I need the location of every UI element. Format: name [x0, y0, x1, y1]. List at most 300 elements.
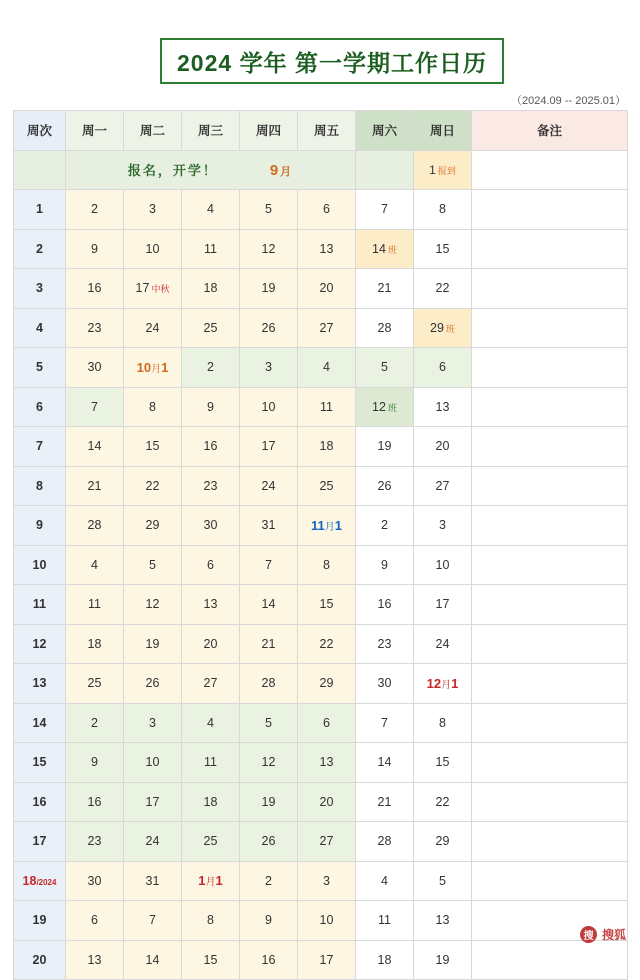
day-cell[interactable] [240, 624, 298, 664]
day-cell[interactable] [414, 308, 472, 348]
table-row [14, 190, 628, 230]
day-mark: 报到 [437, 165, 456, 176]
day-cell[interactable] [240, 901, 298, 941]
day-number: 11 [378, 913, 391, 928]
day-cell[interactable] [356, 624, 414, 664]
day-number: 15 [435, 241, 450, 256]
day-number: 2 [381, 518, 388, 533]
day-number: 29 [319, 676, 334, 691]
day-number: 22 [319, 636, 334, 651]
week-number-cell: 2 [14, 229, 66, 269]
day-cell[interactable] [182, 624, 240, 664]
day-number: 12 [145, 597, 160, 612]
table-row [14, 466, 628, 506]
day-number: 17 [261, 439, 276, 454]
day-cell[interactable] [414, 822, 472, 862]
table-row [14, 664, 628, 704]
table-row [14, 269, 628, 309]
week-number-cell: 7 [14, 427, 66, 467]
day-number: 29 [145, 518, 160, 533]
day-number: 5 [149, 557, 156, 572]
week-number-cell: 9 [14, 506, 66, 546]
day-mark: 中秋 [151, 284, 170, 295]
day-number: 29 [435, 834, 450, 849]
day-cell[interactable] [298, 348, 356, 388]
day-number: 11 [320, 399, 333, 414]
header-friday: 周五 [298, 111, 356, 151]
day-number: 2 [91, 715, 98, 730]
day-number: 28 [87, 518, 102, 533]
day-cell[interactable] [182, 782, 240, 822]
day-cell[interactable] [66, 506, 124, 546]
watermark [580, 926, 626, 943]
day-cell[interactable] [182, 348, 240, 388]
day-cell[interactable] [414, 861, 472, 901]
day-number: 10 [145, 241, 160, 256]
day-cell[interactable] [414, 387, 472, 427]
header-saturday: 周六 [356, 111, 414, 151]
day-cell[interactable] [298, 506, 356, 546]
day-cell[interactable] [66, 190, 124, 230]
day-cell[interactable] [124, 545, 182, 585]
day-number: 6 [207, 557, 214, 572]
banner-row [14, 150, 628, 190]
day-number: 26 [377, 478, 392, 493]
day-cell[interactable] [414, 664, 472, 704]
banner-week-cell [14, 150, 66, 190]
day-cell[interactable] [182, 229, 240, 269]
day-number: 18 [377, 952, 392, 967]
day-cell[interactable] [240, 703, 298, 743]
day-cell[interactable] [66, 387, 124, 427]
day-cell[interactable] [298, 585, 356, 625]
day-cell[interactable] [356, 387, 414, 427]
day-cell[interactable] [240, 545, 298, 585]
day-number: 31 [145, 873, 160, 888]
day-number: 2 [207, 360, 214, 375]
day-number: 20 [319, 281, 334, 296]
day-cell[interactable] [124, 861, 182, 901]
day-number: 29 [430, 320, 444, 335]
day-number: 27 [319, 320, 334, 335]
remarks-cell[interactable] [472, 269, 628, 309]
day-number: 8 [323, 557, 330, 572]
remarks-cell[interactable] [472, 743, 628, 783]
day-cell[interactable] [182, 901, 240, 941]
remarks-cell[interactable] [472, 861, 628, 901]
day-number: 19 [145, 636, 160, 651]
banner-saturday-cell [356, 150, 414, 190]
week-number-cell: 10 [14, 545, 66, 585]
day-cell[interactable] [124, 822, 182, 862]
day-number: 10 [145, 755, 160, 770]
remarks-cell[interactable] [472, 150, 628, 190]
day-number: 27 [203, 676, 218, 691]
day-cell[interactable] [66, 624, 124, 664]
day-number: 25 [87, 676, 102, 691]
day-cell[interactable] [356, 545, 414, 585]
day-number: 25 [203, 834, 218, 849]
day-cell[interactable] [124, 348, 182, 388]
day-number: 23 [377, 636, 392, 651]
day-cell[interactable] [240, 743, 298, 783]
week-number-cell: 16 [14, 782, 66, 822]
day-cell[interactable] [298, 822, 356, 862]
day-number: 9 [381, 557, 388, 572]
day-cell[interactable] [124, 664, 182, 704]
day-cell[interactable] [240, 782, 298, 822]
day-cell[interactable] [124, 229, 182, 269]
day-number: 12 [261, 241, 276, 256]
day-cell[interactable] [414, 703, 472, 743]
day-cell[interactable] [182, 743, 240, 783]
table-row [14, 308, 628, 348]
table-row [14, 940, 628, 980]
day-cell[interactable] [298, 190, 356, 230]
day-cell[interactable] [414, 940, 472, 980]
day-cell[interactable] [414, 348, 472, 388]
day-cell[interactable] [182, 545, 240, 585]
day-cell[interactable] [240, 940, 298, 980]
day-cell[interactable] [298, 545, 356, 585]
day-cell[interactable] [240, 466, 298, 506]
day-number: 2 [265, 873, 272, 888]
day-cell[interactable] [356, 782, 414, 822]
day-cell[interactable] [66, 585, 124, 625]
day-number: 5 [439, 873, 446, 888]
day-cell[interactable] [182, 940, 240, 980]
day-number: 2 [91, 202, 98, 217]
day-number: 4 [207, 202, 214, 217]
day-cell[interactable] [66, 782, 124, 822]
day-cell[interactable] [66, 229, 124, 269]
day-cell[interactable] [414, 269, 472, 309]
day-number: 20 [203, 636, 218, 651]
day-cell[interactable] [356, 506, 414, 546]
day-cell[interactable] [356, 348, 414, 388]
day-cell[interactable] [414, 427, 472, 467]
day-number: 14 [87, 439, 102, 454]
day-number: 13 [435, 913, 450, 928]
day-cell[interactable] [298, 427, 356, 467]
day-number: 30 [203, 518, 218, 533]
day-number: 8 [439, 715, 446, 730]
page-title-box [160, 38, 504, 84]
day-number: 30 [87, 360, 102, 375]
day-cell[interactable] [182, 861, 240, 901]
day-cell[interactable] [240, 348, 298, 388]
day-cell[interactable] [66, 703, 124, 743]
day-number: 7 [381, 202, 388, 217]
day-cell[interactable] [124, 782, 182, 822]
week-number-cell: 5 [14, 348, 66, 388]
day-cell[interactable] [66, 545, 124, 585]
day-cell[interactable] [240, 190, 298, 230]
day-cell[interactable] [240, 427, 298, 467]
day-number: 11 [204, 241, 217, 256]
table-row [14, 624, 628, 664]
header-tuesday: 周二 [124, 111, 182, 151]
day-cell[interactable] [298, 387, 356, 427]
month-marker: 1月1 [198, 873, 223, 889]
remarks-cell[interactable] [472, 190, 628, 230]
day-cell[interactable] [414, 190, 472, 230]
day-number: 15 [435, 755, 450, 770]
day-number: 20 [319, 794, 334, 809]
day-number: 9 [91, 755, 98, 770]
day-number: 5 [381, 360, 388, 375]
day-cell[interactable] [182, 466, 240, 506]
day-number: 18 [203, 281, 218, 296]
day-number: 8 [149, 399, 156, 414]
day-number: 4 [381, 873, 388, 888]
day-number: 28 [261, 676, 276, 691]
day-number: 13 [319, 755, 334, 770]
day-cell[interactable] [356, 269, 414, 309]
remarks-cell[interactable] [472, 545, 628, 585]
day-cell[interactable] [298, 664, 356, 704]
day-number: 15 [203, 952, 218, 967]
week-number-cell: 4 [14, 308, 66, 348]
day-cell[interactable] [182, 664, 240, 704]
day-number: 9 [265, 913, 272, 928]
day-cell[interactable] [124, 940, 182, 980]
day-cell[interactable] [66, 664, 124, 704]
day-number: 15 [145, 439, 160, 454]
day-number: 3 [149, 202, 156, 217]
day-mark: 班 [387, 244, 397, 255]
day-cell[interactable] [240, 308, 298, 348]
day-number: 1 [429, 162, 436, 177]
day-number: 24 [261, 478, 276, 493]
day-number: 13 [319, 241, 334, 256]
day-number: 6 [323, 715, 330, 730]
day-cell[interactable] [124, 743, 182, 783]
day-number: 13 [203, 597, 218, 612]
week-number-cell: 3 [14, 269, 66, 309]
day-number: 24 [145, 834, 160, 849]
day-cell[interactable] [356, 743, 414, 783]
day-cell[interactable] [124, 703, 182, 743]
day-cell[interactable] [414, 506, 472, 546]
remarks-cell[interactable] [472, 664, 628, 704]
day-cell[interactable] [124, 269, 182, 309]
week-number-cell: 13 [14, 664, 66, 704]
day-number: 23 [87, 320, 102, 335]
day-cell[interactable] [66, 466, 124, 506]
day-number: 16 [203, 439, 218, 454]
day-cell[interactable] [298, 743, 356, 783]
day-cell[interactable] [66, 427, 124, 467]
banner-text-cell [66, 150, 356, 190]
day-cell[interactable] [414, 782, 472, 822]
day-number: 19 [261, 281, 276, 296]
table-row [14, 387, 628, 427]
day-cell[interactable] [182, 190, 240, 230]
day-number: 7 [265, 557, 272, 572]
day-cell[interactable] [124, 506, 182, 546]
day-cell[interactable] [66, 901, 124, 941]
day-cell[interactable] [182, 387, 240, 427]
remarks-cell[interactable] [472, 387, 628, 427]
day-cell[interactable] [66, 269, 124, 309]
day-cell[interactable] [240, 664, 298, 704]
day-number: 22 [145, 478, 160, 493]
day-number: 16 [261, 952, 276, 967]
day-number: 5 [265, 202, 272, 217]
remarks-cell[interactable] [472, 308, 628, 348]
day-cell[interactable] [414, 229, 472, 269]
day-number: 14 [372, 241, 386, 256]
day-cell[interactable] [124, 585, 182, 625]
watermark-label: 搜狐 [601, 928, 626, 942]
day-number: 28 [377, 834, 392, 849]
month-marker: 12月1 [426, 675, 459, 691]
day-cell[interactable] [240, 822, 298, 862]
day-cell[interactable] [124, 466, 182, 506]
day-cell[interactable] [414, 466, 472, 506]
day-cell[interactable] [66, 861, 124, 901]
day-cell[interactable] [356, 822, 414, 862]
remarks-cell[interactable] [472, 229, 628, 269]
day-cell[interactable] [182, 585, 240, 625]
remarks-cell[interactable] [472, 940, 628, 980]
day-cell[interactable] [124, 387, 182, 427]
day-cell[interactable] [298, 901, 356, 941]
day-cell[interactable] [66, 743, 124, 783]
table-body [14, 150, 628, 980]
day-cell[interactable] [240, 861, 298, 901]
day-cell[interactable] [298, 940, 356, 980]
day-cell[interactable] [356, 466, 414, 506]
day-cell[interactable] [124, 190, 182, 230]
day-number: 13 [435, 399, 450, 414]
day-number: 21 [377, 281, 392, 296]
day-cell[interactable] [240, 387, 298, 427]
day-cell[interactable] [240, 585, 298, 625]
day-cell[interactable] [298, 703, 356, 743]
day-number: 14 [377, 755, 392, 770]
day-cell[interactable] [298, 269, 356, 309]
table-row [14, 427, 628, 467]
day-number: 4 [91, 557, 98, 572]
day-cell[interactable] [414, 545, 472, 585]
day-number: 25 [203, 320, 218, 335]
day-number: 8 [439, 202, 446, 217]
day-cell[interactable] [124, 901, 182, 941]
day-cell[interactable] [298, 861, 356, 901]
day-number: 16 [87, 281, 102, 296]
day-cell[interactable] [182, 269, 240, 309]
day-cell[interactable] [356, 861, 414, 901]
day-cell[interactable] [66, 940, 124, 980]
day-cell[interactable] [298, 229, 356, 269]
day-cell[interactable] [182, 703, 240, 743]
week-number-cell: 19 [14, 901, 66, 941]
day-cell[interactable] [356, 703, 414, 743]
day-cell[interactable] [182, 822, 240, 862]
day-cell[interactable] [356, 664, 414, 704]
day-cell[interactable] [298, 624, 356, 664]
day-cell[interactable] [240, 229, 298, 269]
remarks-cell[interactable] [472, 822, 628, 862]
day-number: 16 [377, 597, 392, 612]
day-number: 26 [261, 834, 276, 849]
day-cell[interactable] [414, 585, 472, 625]
day-cell[interactable] [124, 624, 182, 664]
header-remarks: 备注 [472, 111, 628, 151]
day-cell[interactable] [414, 743, 472, 783]
day-number: 4 [323, 360, 330, 375]
remarks-cell[interactable] [472, 506, 628, 546]
table-header-row [14, 111, 628, 151]
remarks-cell[interactable] [472, 348, 628, 388]
day-cell[interactable] [66, 822, 124, 862]
day-cell[interactable] [356, 585, 414, 625]
day-cell[interactable] [414, 624, 472, 664]
day-cell[interactable] [182, 308, 240, 348]
day-number: 20 [435, 439, 450, 454]
day-cell[interactable] [124, 427, 182, 467]
day-number: 7 [91, 399, 98, 414]
day-cell[interactable] [298, 308, 356, 348]
day-number: 7 [149, 913, 156, 928]
day-cell[interactable] [414, 901, 472, 941]
page-title: 2024 学年 第一学期工作日历 [177, 49, 487, 76]
remarks-cell[interactable] [472, 466, 628, 506]
day-cell[interactable] [66, 348, 124, 388]
day-cell[interactable] [182, 506, 240, 546]
table-row [14, 703, 628, 743]
day-number: 27 [435, 478, 450, 493]
day-number: 30 [87, 873, 102, 888]
day-number: 25 [319, 478, 334, 493]
header-week: 周次 [14, 111, 66, 151]
week-number-cell: 15 [14, 743, 66, 783]
day-cell[interactable] [240, 269, 298, 309]
day-number: 15 [319, 597, 334, 612]
day-number: 16 [87, 794, 102, 809]
day-cell[interactable] [356, 190, 414, 230]
day-number: 22 [435, 794, 450, 809]
day-mark: 班 [445, 323, 455, 334]
day-number: 24 [435, 636, 450, 651]
remarks-cell[interactable] [472, 703, 628, 743]
watermark-icon: 搜 [580, 926, 597, 943]
day-cell[interactable] [356, 308, 414, 348]
day-cell[interactable] [298, 466, 356, 506]
day-cell[interactable] [182, 427, 240, 467]
remarks-cell[interactable] [472, 782, 628, 822]
day-cell[interactable] [356, 901, 414, 941]
day-cell[interactable] [356, 427, 414, 467]
week-number-cell: 20 [14, 940, 66, 980]
day-number: 24 [145, 320, 160, 335]
day-cell[interactable] [356, 940, 414, 980]
day-cell[interactable] [66, 308, 124, 348]
remarks-cell[interactable] [472, 624, 628, 664]
table-row [14, 348, 628, 388]
remarks-cell[interactable] [472, 427, 628, 467]
day-number: 14 [145, 952, 160, 967]
day-cell[interactable] [356, 229, 414, 269]
day-cell[interactable] [124, 308, 182, 348]
day-cell[interactable] [240, 506, 298, 546]
remarks-cell[interactable] [472, 585, 628, 625]
day-number: 9 [207, 399, 214, 414]
day-cell[interactable] [298, 782, 356, 822]
week-number-cell: 17 [14, 822, 66, 862]
